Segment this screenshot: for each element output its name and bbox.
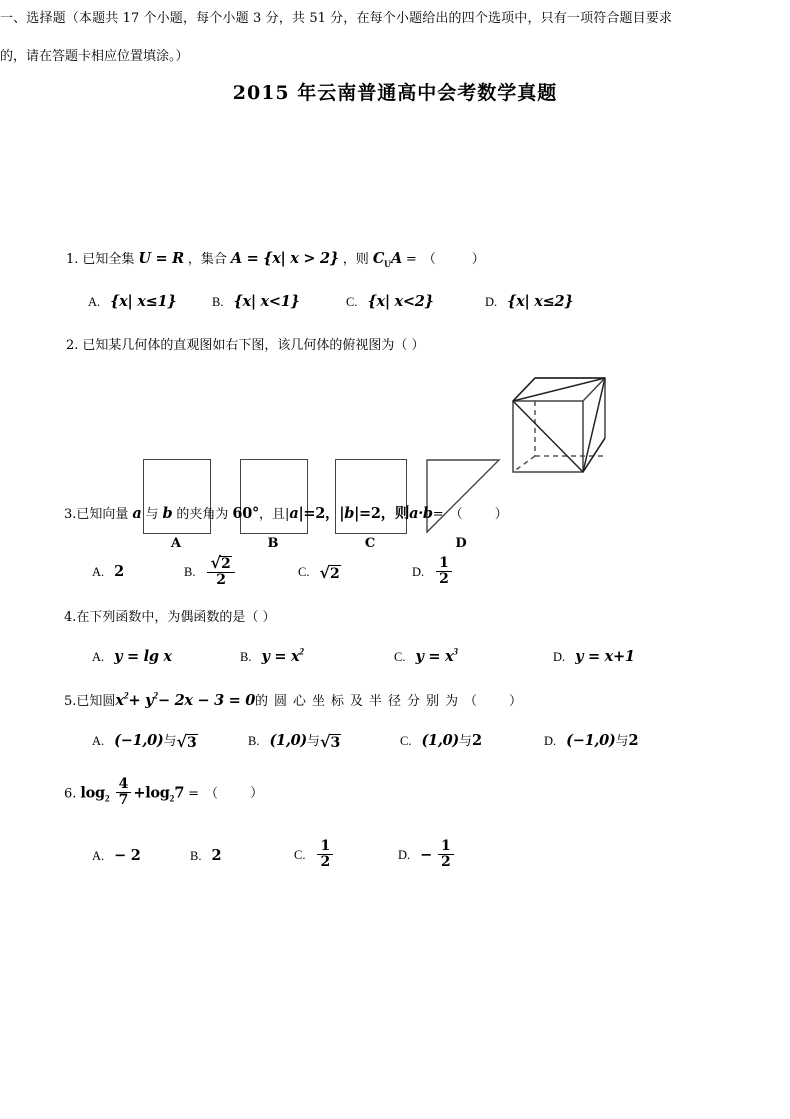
- q6-option-c-fraction: [317, 839, 333, 870]
- q5-math-y: + y: [128, 692, 154, 709]
- q1-math-1: U = R: [138, 250, 184, 267]
- q1-option-a[interactable]: [88, 293, 208, 311]
- q1-option-d-label: D.: [485, 295, 498, 310]
- q6-plus: +: [133, 784, 146, 802]
- q4-option-a-text: y = lg x: [114, 648, 172, 666]
- q4-option-b-label: B.: [240, 650, 252, 665]
- q5-text-1: 已知圆: [76, 694, 116, 709]
- q5-option-b-radical-icon: √3: [319, 731, 341, 751]
- q2-text: 已知某几何体的直观图如右下图，该几何体的俯视图为（ ）: [82, 338, 425, 353]
- q5-option-b-joiner: 与: [306, 734, 320, 749]
- q3-vector-a: a: [132, 505, 142, 522]
- q6-option-c-label: C.: [294, 848, 306, 863]
- q6-option-d-fraction: [438, 839, 454, 870]
- q6-option-d-denominator: 2: [438, 854, 454, 870]
- q5-math-rest: − 2x − 3 = 0: [158, 692, 256, 709]
- q3-vector-b: b: [162, 505, 173, 522]
- q5-option-b-point: (1,0): [269, 732, 307, 749]
- question-1-options: [88, 293, 573, 311]
- question-5-number: 5.: [64, 694, 77, 709]
- q6-option-b-text: 2: [211, 846, 222, 864]
- question-3-number: 3.: [64, 507, 77, 522]
- q1-answer-paren-open: =（: [405, 252, 442, 267]
- q5-option-a-radical-icon: √3: [176, 731, 197, 751]
- q4-option-d[interactable]: [553, 648, 635, 666]
- q6-option-a-text: − 2: [114, 846, 141, 864]
- figure-label-a: A: [170, 536, 182, 551]
- q5-option-d-label: D.: [544, 734, 557, 749]
- q1-option-b-label: B.: [212, 295, 224, 310]
- q3-option-b-denominator: 2: [207, 572, 234, 588]
- q1-math-complement: C: [372, 250, 385, 267]
- q1-option-a-label: A.: [88, 295, 101, 310]
- figure-label-b: B: [267, 536, 279, 551]
- q4-option-b-exp: 2: [299, 648, 305, 658]
- q3-option-a-label: A.: [92, 565, 105, 580]
- q3-option-c[interactable]: [298, 563, 408, 582]
- q5-option-a-joiner: 与: [163, 734, 177, 749]
- question-6-options: [92, 840, 456, 871]
- q1-option-b-text: {x| x<1}: [233, 293, 300, 311]
- q3-option-d-label: D.: [412, 564, 425, 579]
- page-title: 2015 年云南普通高中会考数学真题: [232, 82, 558, 104]
- q3-abs-b: b: [344, 505, 355, 522]
- q6-option-c[interactable]: [294, 840, 394, 871]
- q6-option-c-numerator: 1: [320, 838, 331, 854]
- question-1-stem: [66, 248, 485, 271]
- q3-answer-paren-close: ）: [494, 507, 508, 522]
- q6-option-d-numerator: 1: [441, 838, 451, 854]
- q4-option-c-label: C.: [394, 650, 406, 665]
- q1-option-c-label: C.: [346, 295, 358, 310]
- question-2-stem: [66, 334, 425, 354]
- q1-option-c-text: {x| x<2}: [367, 293, 434, 311]
- q6-fraction: [116, 777, 132, 808]
- q6-option-b-label: B.: [190, 848, 202, 863]
- q4-option-d-label: D.: [553, 650, 566, 665]
- question-5-stem: [64, 690, 522, 710]
- q4-option-c-exp: 3: [453, 648, 459, 658]
- figure-label-d: D: [455, 536, 467, 551]
- q3-option-d-numerator: 1: [439, 554, 449, 571]
- q1-math-2: A = {x| x > 2}: [230, 250, 339, 267]
- q3-option-c-radical-icon: √2: [319, 562, 340, 582]
- q4-option-c-text: y = x: [415, 648, 454, 666]
- q3-text-2: 与: [145, 507, 159, 522]
- q6-log-1-base: 2: [104, 794, 110, 805]
- question-1-number: 1.: [66, 252, 79, 267]
- q1-option-d[interactable]: [485, 293, 573, 311]
- q4-option-a-label: A.: [92, 650, 105, 665]
- figure-label-c: C: [364, 536, 376, 551]
- q3-option-b[interactable]: [184, 555, 294, 589]
- q5-option-c-point: (1,0): [421, 732, 459, 750]
- q3-option-a[interactable]: [92, 563, 180, 581]
- q3-option-d-fraction: [436, 556, 452, 587]
- q3-option-a-text: 2: [114, 563, 124, 581]
- q3-option-c-label: C.: [298, 564, 310, 579]
- q3-text-5: |=2，|: [298, 505, 345, 522]
- q6-answer-paren-close: ）: [250, 786, 264, 802]
- q1-option-a-text: {x| x≤1}: [110, 293, 177, 311]
- q5-option-c[interactable]: [400, 730, 540, 750]
- q4-option-b-text: y = x: [261, 648, 300, 666]
- q1-text-3: ，则: [342, 252, 369, 267]
- q5-option-b-label: B.: [248, 734, 260, 748]
- question-2-number: 2.: [66, 338, 79, 353]
- question-4-stem: [64, 606, 276, 626]
- q5-option-d-value: 2: [628, 732, 639, 750]
- q5-option-c-label: C.: [400, 734, 412, 749]
- q5-option-c-joiner: 与: [458, 734, 472, 750]
- q6-fraction-denominator: 7: [116, 792, 132, 808]
- q1-math-subscript: U: [384, 260, 391, 271]
- figure-option-d-triangle: [424, 457, 504, 537]
- q3-answer-paren-open: =（: [432, 507, 469, 522]
- q1-option-d-text: {x| x≤2}: [507, 293, 574, 311]
- q6-option-a-label: A.: [92, 848, 105, 863]
- q3-text-4: ，且|: [258, 507, 290, 522]
- q5-option-a-label: A.: [92, 734, 105, 748]
- q5-answer-paren-close: ）: [509, 694, 523, 709]
- q6-option-d-sign: −: [420, 846, 433, 864]
- q4-option-d-text: y = x+1: [575, 648, 635, 666]
- q6-option-c-denominator: 2: [317, 854, 333, 870]
- q5-option-a-point: (−1,0): [114, 732, 164, 749]
- question-4-number: 4.: [64, 610, 77, 625]
- q3-abs-a: a: [289, 505, 299, 522]
- q1-answer-paren-close: ）: [471, 252, 485, 267]
- q3-text-6: |=2，则: [354, 505, 410, 522]
- question-5-options: [92, 730, 638, 751]
- q1-math-set: A: [390, 250, 402, 267]
- q5-option-b[interactable]: [248, 730, 396, 751]
- q5-option-a[interactable]: [92, 730, 244, 751]
- q1-option-b[interactable]: [212, 293, 342, 311]
- q6-option-d[interactable]: [398, 840, 456, 871]
- q4-text: 在下列函数中，为偶函数的是（ ）: [76, 610, 276, 625]
- q6-option-b[interactable]: [190, 847, 290, 865]
- q6-answer-paren-open: =（: [188, 786, 225, 802]
- question-6-stem: [64, 778, 263, 809]
- q3-text-3: 的夹角为: [176, 507, 229, 522]
- q3-text-1: 已知向量: [76, 507, 129, 522]
- q6-fraction-numerator: 4: [118, 776, 129, 792]
- q6-log-2-base: 2: [169, 794, 175, 805]
- q3-option-d-denominator: 2: [436, 571, 452, 587]
- q5-exp-1: 2: [123, 691, 129, 702]
- q6-option-a[interactable]: [92, 847, 186, 865]
- q5-option-c-value: 2: [471, 732, 482, 750]
- q4-option-a[interactable]: [92, 648, 236, 666]
- q5-answer-paren-open: 的圆心坐标及半径分别为（: [255, 694, 484, 709]
- q3-option-b-numerator: [207, 554, 234, 572]
- q6-log-2: log: [145, 784, 170, 802]
- q3-option-b-label: B.: [184, 564, 196, 579]
- cube-with-inscribed-tetrahedron-figure: [505, 368, 620, 486]
- q5-exp-2: 2: [153, 691, 159, 702]
- question-3-options: [92, 555, 454, 589]
- q3-angle: 60°: [232, 505, 259, 522]
- q1-text-1: 已知全集: [82, 252, 135, 267]
- q6-option-d-label: D.: [398, 848, 411, 863]
- q5-math-x: x: [115, 692, 124, 709]
- q3-dot-product: a·b: [409, 505, 433, 522]
- q1-text-2: ，集合: [187, 252, 227, 267]
- q1-option-c[interactable]: [346, 293, 481, 311]
- q3-option-b-fraction: [207, 554, 234, 588]
- q5-option-d[interactable]: [544, 730, 638, 750]
- section-instructions: 一、选择题（本题共 17 个小题，每个小题 3 分，共 51 分，在每个小题给出的四个选项中，只有一项符合题目要求的，请在答题卡相应位置填涂。）: [0, 11, 672, 64]
- question-6-number: 6.: [64, 786, 77, 802]
- q5-option-d-point: (−1,0): [566, 732, 616, 750]
- q5-option-d-joiner: 与: [615, 734, 629, 750]
- question-4-options: [92, 648, 635, 666]
- question-3-stem: [64, 502, 508, 523]
- q6-log-1: log: [80, 784, 105, 802]
- q4-option-c[interactable]: [394, 648, 549, 666]
- q3-option-d[interactable]: [412, 554, 454, 588]
- radical-icon: √2: [210, 553, 231, 572]
- q6-log-2-arg: 7: [174, 784, 185, 802]
- q4-option-b[interactable]: [240, 648, 390, 666]
